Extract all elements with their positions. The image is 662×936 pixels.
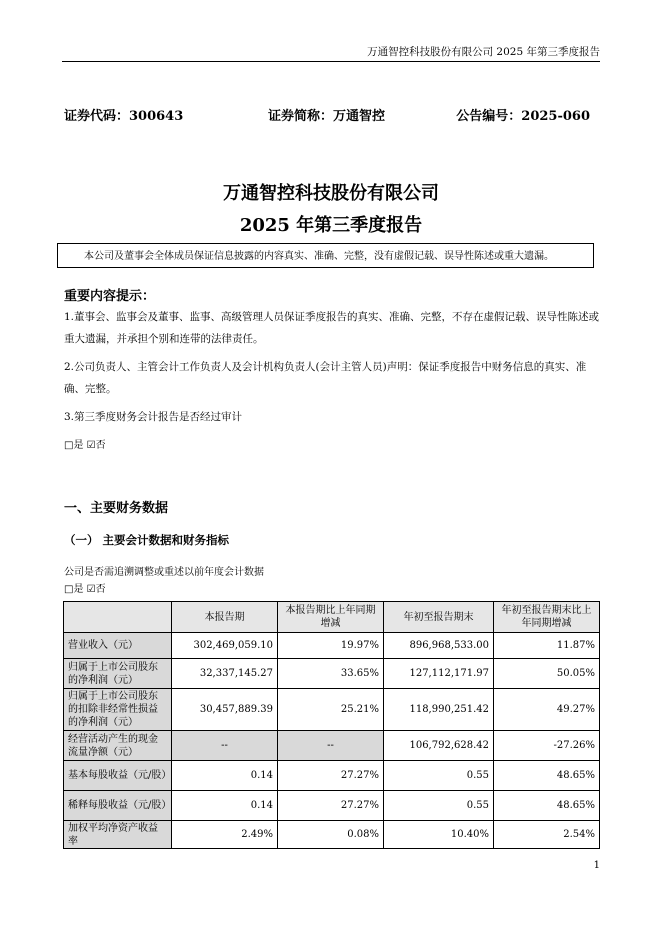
table-row	[64, 761, 600, 791]
table-header-cell: 本报告期	[172, 602, 278, 633]
stock-name: 证券简称：万通智控	[268, 109, 386, 124]
table-cell: --	[278, 731, 384, 761]
table-cell: 0.55	[384, 791, 494, 821]
table-cell: 27.27%	[278, 791, 384, 821]
table-cell: --	[172, 731, 278, 761]
table-cell: 11.87%	[494, 633, 600, 659]
table-cell: 32,337,145.27	[172, 659, 278, 689]
restate-choice: □是 ☑否	[64, 584, 106, 595]
table-row	[64, 659, 600, 689]
table-cell: 50.05%	[494, 659, 600, 689]
row-label: 归属于上市公司股东的扣除非经常性损益的净利润（元）	[64, 689, 172, 731]
table-header-cell: 本报告期比上年同期增减	[278, 602, 384, 633]
table-row	[64, 633, 600, 659]
announcement-number: 公告编号：2025-060	[456, 109, 590, 124]
section-heading: 一、主要财务数据	[64, 501, 169, 516]
table-cell: 48.65%	[494, 791, 600, 821]
table-row	[64, 689, 600, 731]
table-row	[64, 731, 600, 761]
row-label: 归属于上市公司股东的净利润（元）	[64, 659, 172, 689]
important-item-2: 2.公司负责人、主管会计工作负责人及会计机构负责人(会计主管人员)声明：保证季度报告中财务信息的真实、准确、完整。	[64, 361, 587, 395]
company-title: 万通智控科技股份有限公司	[223, 183, 439, 204]
table-cell: 25.21%	[278, 689, 384, 731]
table-header-cell: 年初至报告期末比上年同期增减	[494, 602, 600, 633]
table-cell: 48.65%	[494, 761, 600, 791]
row-label: 基本每股收益（元/股）	[64, 761, 172, 791]
report-title: 2025 年第三季度报告	[239, 215, 423, 236]
important-item-1: 1.董事会、监事会及董事、监事、高级管理人员保证季度报告的真实、准确、完整，不存在虚假记载、误导性陈述或重大遗漏，并承担个别和连带的法律责任。	[64, 311, 600, 345]
row-label: 加权平均净资产收益率	[64, 821, 172, 849]
running-header: 万通智控科技股份有限公司 2025 年第三季度报告	[367, 46, 600, 58]
table-cell: 33.65%	[278, 659, 384, 689]
table-cell: 127,112,171.97	[384, 659, 494, 689]
board-guarantee-notice: 本公司及董事会全体成员保证信息披露的内容真实、准确、完整，没有虚假记载、误导性陈述或重大遗漏。	[57, 243, 594, 268]
table-header-cell: 年初至报告期末	[384, 602, 494, 633]
audit-choice: □是 ☑否	[64, 440, 106, 451]
table-cell: 106,792,628.42	[384, 731, 494, 761]
row-label: 经营活动产生的现金流量净额（元）	[64, 731, 172, 761]
important-item-3: 3.第三季度财务会计报告是否经过审计	[64, 411, 243, 423]
table-cell: 30,457,889.39	[172, 689, 278, 731]
subsection-heading: （一） 主要会计数据和财务指标	[64, 533, 230, 547]
table-cell: 2.49%	[172, 821, 278, 849]
financial-data-table	[63, 601, 600, 849]
important-heading: 重要内容提示：	[64, 289, 156, 304]
table-cell: 896,968,533.00	[384, 633, 494, 659]
header-divider	[62, 61, 600, 62]
table-cell: 2.54%	[494, 821, 600, 849]
table-cell: 27.27%	[278, 761, 384, 791]
row-label: 稀释每股收益（元/股）	[64, 791, 172, 821]
table-cell: 10.40%	[384, 821, 494, 849]
table-header-cell	[64, 602, 172, 633]
table-cell: 118,990,251.42	[384, 689, 494, 731]
table-cell: -27.26%	[494, 731, 600, 761]
table-cell: 49.27%	[494, 689, 600, 731]
page-number: 1	[593, 860, 600, 871]
restate-question: 公司是否需追溯调整或重述以前年度会计数据	[64, 567, 264, 578]
table-header-row	[64, 602, 600, 633]
stock-code: 证券代码：300643	[64, 109, 184, 124]
table-cell: 0.14	[172, 791, 278, 821]
row-label: 营业收入（元）	[64, 633, 172, 659]
table-cell: 302,469,059.10	[172, 633, 278, 659]
table-cell: 0.14	[172, 761, 278, 791]
table-cell: 19.97%	[278, 633, 384, 659]
table-cell: 0.08%	[278, 821, 384, 849]
table-row	[64, 791, 600, 821]
table-cell: 0.55	[384, 761, 494, 791]
table-row	[64, 821, 600, 849]
